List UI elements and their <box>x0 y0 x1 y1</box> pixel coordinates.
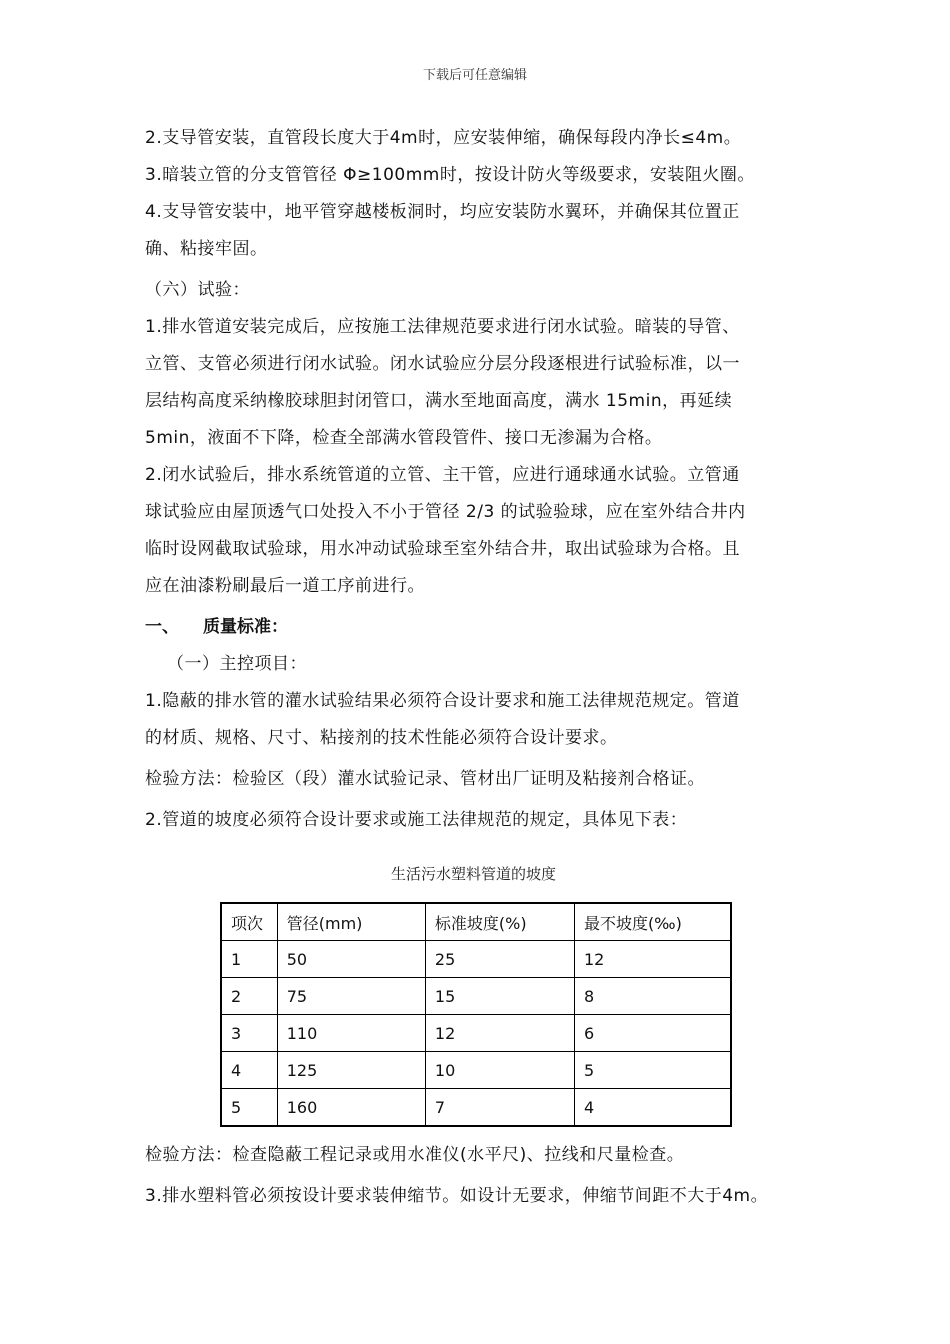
document-body <box>145 120 810 1215</box>
table-cell: 125 <box>277 1052 425 1089</box>
table-caption: 生活污水塑料管道的坡度 <box>390 865 556 883</box>
paragraph-line: 3.排水塑料管必须按设计要求装伸缩节。如设计无要求，伸缩节间距不大于4m。 <box>145 1186 769 1206</box>
table-cell: 15 <box>425 978 574 1015</box>
table-header-cell: 项次 <box>221 903 277 941</box>
table-header-row <box>221 903 731 941</box>
paragraph-line: 2.闭水试验后，排水系统管道的立管、主干管，应进行通球通水试验。立管通 <box>145 465 740 485</box>
table-row <box>221 1052 731 1089</box>
table-cell: 12 <box>425 1015 574 1052</box>
paragraph-line: 应在油漆粉刷最后一道工序前进行。 <box>145 576 425 596</box>
paragraph-line: 立管、支管必须进行闭水试验。闭水试验应分层分段逐根进行试验标准，以一 <box>145 354 740 374</box>
subsection-title: （一）主控项目： <box>167 654 307 674</box>
page-header: 下载后可任意编辑 <box>422 68 527 83</box>
table-cell: 4 <box>574 1089 731 1127</box>
table-cell: 4 <box>221 1052 277 1089</box>
paragraph-line: 确、粘接牢固。 <box>145 239 268 259</box>
heading-text: 质量标准： <box>203 617 288 637</box>
table-row <box>221 941 731 978</box>
paragraph-line: 2.管道的坡度必须符合设计要求或施工法律规范的规定，具体见下表： <box>145 810 688 830</box>
table-row <box>221 978 731 1015</box>
inspection-method: 检验方法：检查隐蔽工程记录或用水准仪(水平尺)、拉线和尺量检查。 <box>145 1145 685 1165</box>
table-cell: 7 <box>425 1089 574 1127</box>
table-cell: 8 <box>574 978 731 1015</box>
table-cell: 6 <box>574 1015 731 1052</box>
paragraph-line: 2.支导管安装，直管段长度大于4m时，应安装伸缩，确保每段内净长≤4m。 <box>145 128 742 148</box>
table-cell: 3 <box>221 1015 277 1052</box>
paragraph-line: 5min，液面不下降，检查全部满水管段管件、接口无渗漏为合格。 <box>145 428 663 448</box>
table-header-cell: 管径(mm) <box>277 903 425 941</box>
section-title-test: （六）试验： <box>145 280 250 300</box>
table-cell: 5 <box>221 1089 277 1127</box>
table-cell: 1 <box>221 941 277 978</box>
heading-number: 一、 <box>145 617 179 637</box>
table-cell: 5 <box>574 1052 731 1089</box>
table-cell: 75 <box>277 978 425 1015</box>
table-cell: 2 <box>221 978 277 1015</box>
table-header-cell: 最不坡度(‰) <box>574 903 731 941</box>
table-cell: 10 <box>425 1052 574 1089</box>
table-cell: 160 <box>277 1089 425 1127</box>
table-cell: 25 <box>425 941 574 978</box>
paragraph-line: 4.支导管安装中，地平管穿越楼板洞时，均应安装防水翼环，并确保其位置正 <box>145 202 740 222</box>
inspection-method: 检验方法：检验区（段）灌水试验记录、管材出厂证明及粘接剂合格证。 <box>145 769 705 789</box>
table-cell: 50 <box>277 941 425 978</box>
table-row <box>221 1015 731 1052</box>
table-cell: 12 <box>574 941 731 978</box>
table-row <box>221 1089 731 1127</box>
table-header-cell: 标准坡度(%) <box>425 903 574 941</box>
paragraph-line: 1.隐蔽的排水管的灌水试验结果必须符合设计要求和施工法律规范规定。管道 <box>145 691 740 711</box>
table-cell: 110 <box>277 1015 425 1052</box>
slope-table <box>220 902 732 1127</box>
paragraph-line: 球试验应由屋顶透气口处投入不小于管径 2/3 的试验验球，应在室外结合井内 <box>145 502 746 522</box>
paragraph-line: 1.排水管道安装完成后，应按施工法律规范要求进行闭水试验。暗装的导管、 <box>145 317 740 337</box>
paragraph-line: 3.暗装立管的分支管管径 Φ≥100mm时，按设计防火等级要求，安装阻火圈。 <box>145 165 755 185</box>
paragraph-line: 层结构高度采纳橡胶球胆封闭管口，满水至地面高度，满水 15min，再延续 <box>145 391 733 411</box>
paragraph-line: 的材质、规格、尺寸、粘接剂的技术性能必须符合设计要求。 <box>145 728 618 748</box>
paragraph-line: 临时设网截取试验球，用水冲动试验球至室外结合井，取出试验球为合格。且 <box>145 539 740 559</box>
section-heading <box>145 609 810 646</box>
